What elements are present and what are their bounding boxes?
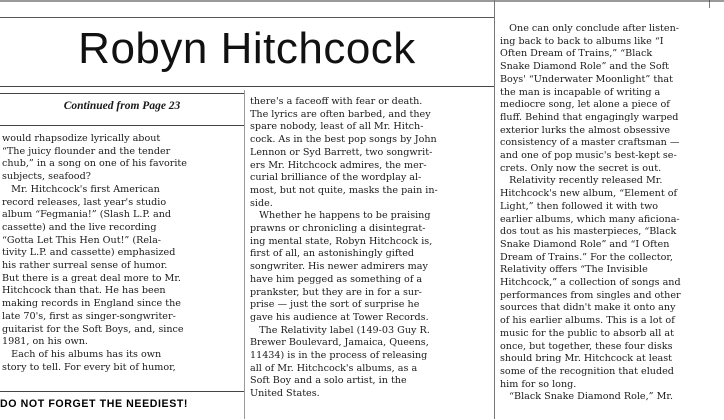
- page-top-rule: [0, 0, 724, 2]
- continued-from-label: Continued from Page 23: [63, 100, 181, 112]
- article-column-3: One can only conclude after listen- ing back to back to albums like “I Often Dream of Trains,” “Black Snake Diamond Role” and the Soft Boys' “Underwater Moonlight” that the man is incapable of writing a mediocre song, let alone a piece of fluff. Behind that engagingly warped exterior lurks the almost obsessive consistency of a master craftsman — and one of pop music's best-kept se- crets. Only now the secret is out. Relativity recently released Mr. Hitchcock's new album, “Element of Light,” then followed it with two earlier albums, which many aficiona- dos tout as his masterpieces, “Black Snake Diamond Role” and “I Often Dream of Trains.” For the collector, Relativity offers “The Invisible Hitchcock,” a collection of songs and performances from singles and other sources that didn't make it onto any of his earlier albums. This is a lot of music for the public to absorb all at once, but together, these four disks should bring Mr. Hitchcock at least some of the recognition that eluded him for so long. “Black Snake Diamond Role,” Mr.: [500, 23, 681, 403]
- continued-rule-top: [0, 93, 244, 94]
- column-divider-right: [494, 0, 495, 419]
- headline-rule-bottom: [0, 86, 494, 87]
- corner-mark: |: [708, 0, 711, 8]
- continued-rule-bottom: [0, 125, 244, 126]
- column-divider-left: [244, 90, 245, 419]
- footer-note-rule: [0, 391, 244, 392]
- article-column-2: there's a faceoff with fear or death. The lyrics are often barbed, and they spare nobody, least of all Mr. Hitch- cock. As in the best pop songs by John Lennon or Syd Barrett, two songwrit- ers Mr. Hitchcock admires, the mer- curial brilliance of the wordplay al- most, but not quite, masks the pain in- side. Whether he happens to be praising prawns or chronicling a disintegrat- ing mental state, Robyn Hitchcock is, first of all, an astonishingly gifted songwriter. His newer admirers may have him pegged as something of a prankster, but they are in for a sur- prise — just the sort of surprise he gave his audience at Tower Records. The Relativity label (149-03 Guy R. Brewer Boulevard, Jamaica, Queens, 11434) is in the process of releasing all of Mr. Hitchcock's albums, as a Soft Boy and a solo artist, in the United States.: [250, 96, 438, 400]
- article-headline: Robyn Hitchcock: [78, 24, 416, 73]
- article-column-1: would rhapsodize lyrically about “The juicy flounder and the tender chub,” in a song on one of his favorite subjects, seafood? Mr. Hitchcock's first American record releases, last year's studio album “Fegmania!” (Slash L.P. and cassette) and the live recording “Gotta Let This Hen Out!” (Rela- tivity L.P. and cassette) emphasized his rather surreal sense of humor. But there is a great deal more to Mr. Hitchcock than that. He has been making records in England since the late 70's, first as singer-songwriter- guitarist for the Soft Boys, and, since 1981, on his own. Each of his albums has its own story to tell. For every bit of humor,: [2, 133, 187, 373]
- neediest-appeal-note: DO NOT FORGET THE NEEDIEST!: [0, 398, 189, 410]
